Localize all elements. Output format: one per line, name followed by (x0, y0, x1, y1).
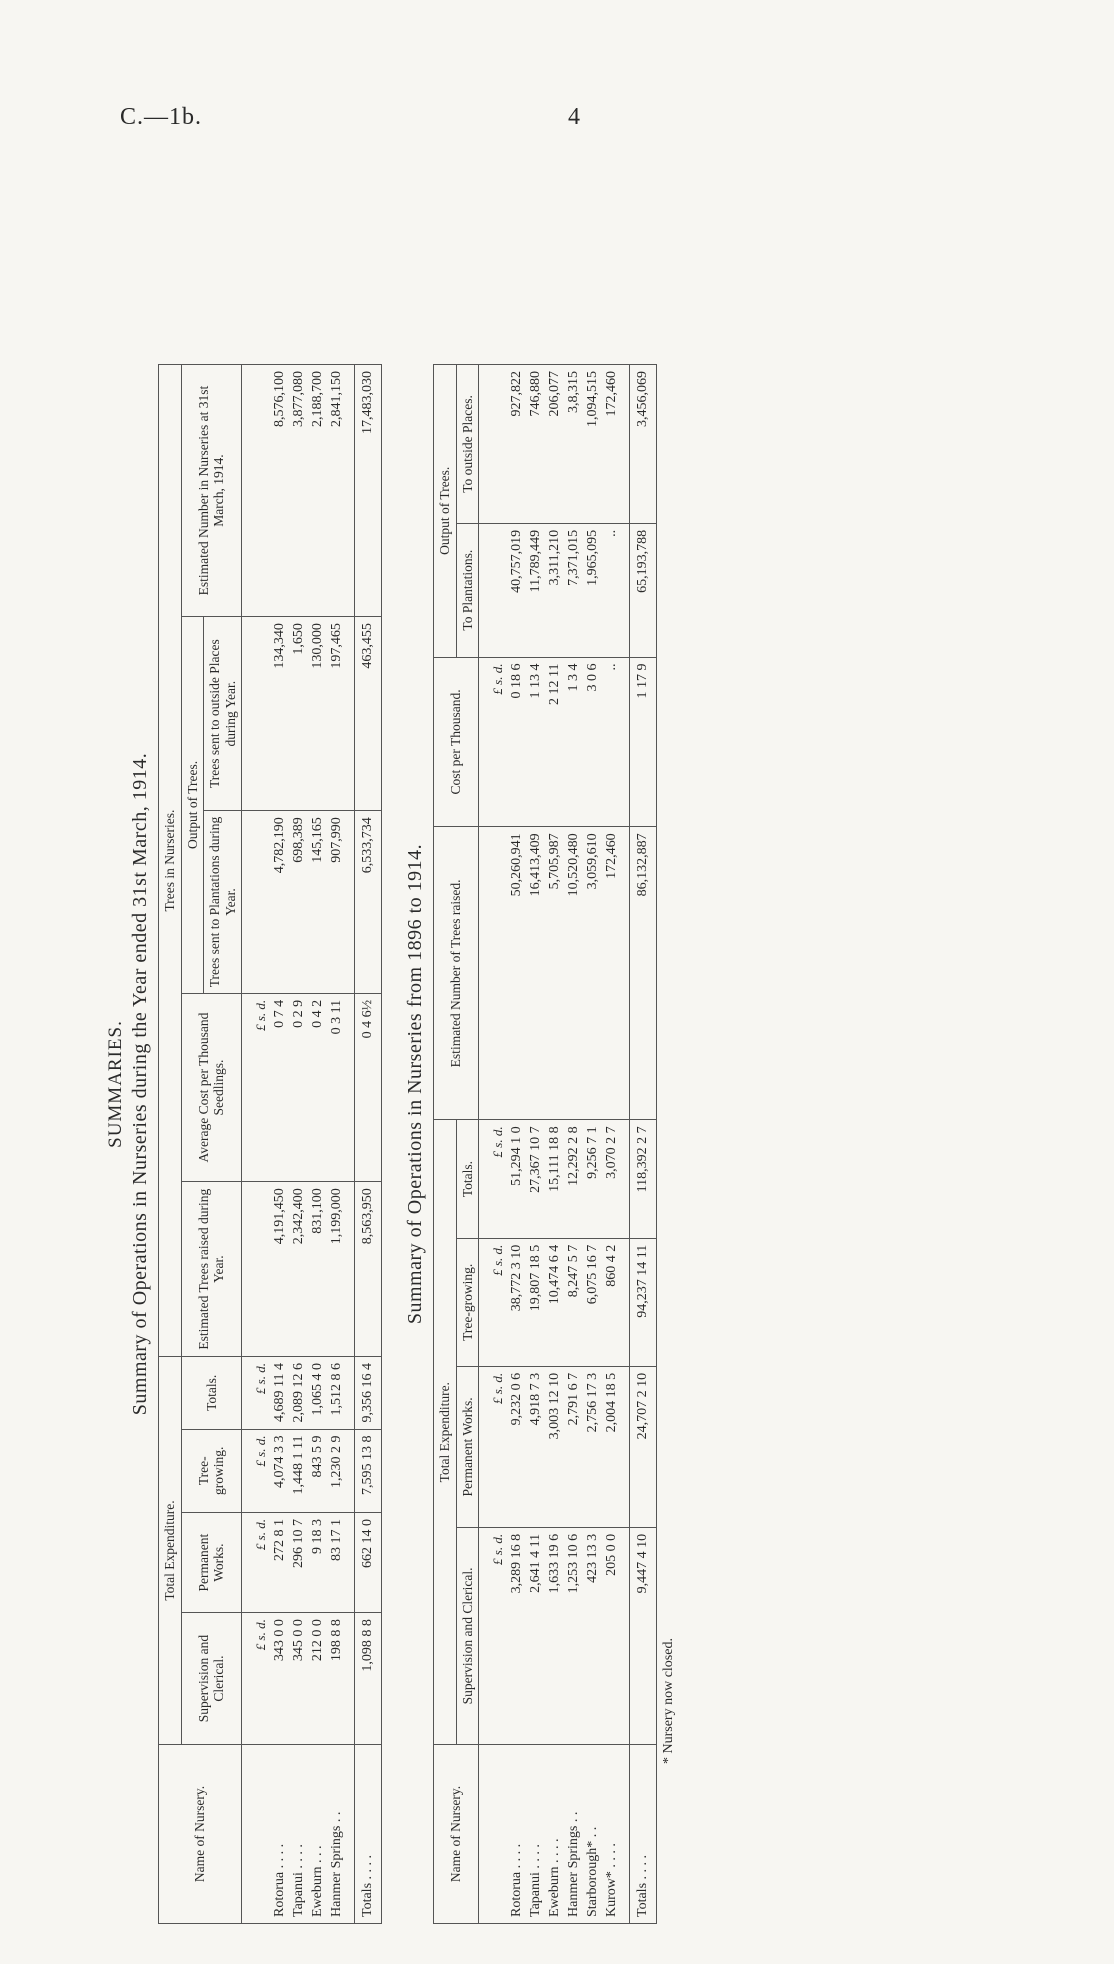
totals-row (355, 365, 382, 1924)
permanent-works-value: 9 18 3 (308, 1513, 327, 1613)
to-plantations-value: 7,371,015 (564, 523, 583, 657)
col-to-plantations: Trees sent to Plantations during Year. (204, 811, 242, 994)
estimated-number-value: 2,841,150 (327, 365, 346, 617)
tree-growing-value: 843 5 9 (308, 1429, 327, 1512)
col-group-output: Output of Trees. (181, 617, 204, 994)
tree-growing-value: 860 4 2 (602, 1238, 621, 1366)
col-cost-per-thousand: Cost per Thousand. (434, 657, 479, 827)
col-to-plantations: To Plantations. (456, 523, 479, 657)
col-to-outside: Trees sent to outside Places during Year. (204, 617, 242, 811)
col-group-trees-in-nurseries: Trees in Nurseries. (159, 365, 182, 1357)
estimated-number-value: 16,413,409 (526, 827, 545, 1120)
totals-label: Totals . . . . (630, 1745, 657, 1924)
average-cost-value: 0 3 11 (327, 993, 346, 1181)
to-outside-value: 746,880 (526, 365, 545, 524)
estimated-number-value: 3,877,080 (289, 365, 308, 617)
unit-lsd: £ s. d. (242, 1613, 271, 1745)
estimated-number-value: 2,188,700 (308, 365, 327, 617)
table-row (545, 365, 564, 1924)
to-plantations-value: 145,165 (308, 811, 327, 994)
to-plantations-total: 65,193,788 (630, 523, 657, 657)
to-plantations-value: 907,990 (327, 811, 346, 994)
rotated-page-content (97, 204, 1017, 1964)
estimated-raised-total: 8,563,950 (355, 1182, 382, 1357)
to-plantations-value: 11,789,449 (526, 523, 545, 657)
tree-growing-value: 1,448 1 11 (289, 1429, 308, 1512)
average-cost-value: 0 2 9 (289, 993, 308, 1181)
tree-growing-value: 6,075 16 7 (583, 1238, 602, 1366)
to-plantations-total: 6,533,734 (355, 811, 382, 994)
col-to-outside: To outside Places. (456, 365, 479, 524)
permanent-works-value: 3,003 12 10 (545, 1366, 564, 1527)
table-row (526, 365, 545, 1924)
nursery-name: Tapanui . . . . (289, 1745, 308, 1924)
estimated-raised-value: 2,342,400 (289, 1182, 308, 1357)
totals-value: 51,294 1 0 (507, 1120, 526, 1238)
nursery-name: Tapanui . . . . (526, 1745, 545, 1924)
to-outside-total: 463,455 (355, 617, 382, 811)
unit-lsd: £ s. d. (242, 993, 271, 1181)
totals-value: 1,512 8 6 (327, 1357, 346, 1430)
totals-value: 2,089 12 6 (289, 1357, 308, 1430)
to-outside-value: 197,465 (327, 617, 346, 811)
to-outside-value: 206,077 (545, 365, 564, 524)
supervision-value: 1,253 10 6 (564, 1527, 583, 1744)
col-estimated-number: Estimated Number in Nurseries at 31st March, 1914. (181, 365, 242, 617)
permanent-works-value: 272 8 1 (270, 1513, 289, 1613)
to-outside-value: 1,650 (289, 617, 308, 811)
col-totals: Totals. (181, 1357, 242, 1430)
table-row (327, 365, 346, 1924)
estimated-number-total: 86,132,887 (630, 827, 657, 1120)
average-cost-value: 0 7 4 (270, 993, 289, 1181)
grand-total: 118,392 2 7 (630, 1120, 657, 1238)
estimated-number-total: 17,483,030 (355, 365, 382, 617)
unit-lsd: £ s. d. (479, 657, 508, 827)
to-plantations-value: 40,757,019 (507, 523, 526, 657)
supervision-value: 343 0 0 (270, 1613, 289, 1745)
grand-total: 9,356 16 4 (355, 1357, 382, 1430)
supervision-value: 198 8 8 (327, 1613, 346, 1745)
unit-lsd: £ s. d. (479, 1527, 508, 1744)
col-name-of-nursery: Name of Nursery. (159, 1745, 242, 1924)
unit-row (479, 365, 508, 1924)
totals-value: 9,256 7 1 (583, 1120, 602, 1238)
to-outside-value: 134,340 (270, 617, 289, 811)
to-outside-total: 3,456,069 (630, 365, 657, 524)
col-tree-growing: Tree-growing. (181, 1429, 242, 1512)
tree-growing-total: 94,237 14 11 (630, 1238, 657, 1366)
unit-lsd: £ s. d. (242, 1429, 271, 1512)
permanent-works-value: 2,004 18 5 (602, 1366, 621, 1527)
footnote: * Nursery now closed. (661, 1638, 677, 1764)
permanent-works-value: 4,918 7 3 (526, 1366, 545, 1527)
to-outside-value: 927,822 (507, 365, 526, 524)
tree-growing-value: 10,474 6 4 (545, 1238, 564, 1366)
tree-growing-value: 1,230 2 9 (327, 1429, 346, 1512)
table-row (583, 365, 602, 1924)
col-permanent-works: Permanent Works. (456, 1366, 479, 1527)
col-group-total-expenditure: Total Expenditure. (434, 1120, 457, 1745)
supervision-value: 1,633 19 6 (545, 1527, 564, 1744)
to-outside-value: 172,460 (602, 365, 621, 524)
supervision-value: 205 0 0 (602, 1527, 621, 1744)
to-plantations-value: .. (602, 523, 621, 657)
table-row (289, 365, 308, 1924)
permanent-works-total: 24,707 2 10 (630, 1366, 657, 1527)
supervision-total: 9,447 4 10 (630, 1527, 657, 1744)
totals-value: 15,111 18 8 (545, 1120, 564, 1238)
col-supervision: Supervision and Clerical. (456, 1527, 479, 1744)
unit-lsd: £ s. d. (242, 1513, 271, 1613)
cost-per-thousand-value: 3 0 6 (583, 657, 602, 827)
totals-label: Totals . . . . (355, 1745, 382, 1924)
cost-per-thousand-value: 2 12 11 (545, 657, 564, 827)
col-name-of-nursery: Name of Nursery. (434, 1745, 479, 1924)
estimated-raised-value: 4,191,450 (270, 1182, 289, 1357)
table-row (564, 365, 583, 1924)
col-estimated-number: Estimated Number of Trees raised. (434, 827, 479, 1120)
table-row (507, 365, 526, 1924)
to-outside-value: 3,8,315 (564, 365, 583, 524)
cost-per-thousand-value: 1 13 4 (526, 657, 545, 827)
totals-value: 3,070 2 7 (602, 1120, 621, 1238)
estimated-number-value: 172,460 (602, 827, 621, 1120)
col-totals: Totals. (456, 1120, 479, 1238)
supervision-value: 423 13 3 (583, 1527, 602, 1744)
col-average-cost: Average Cost per Thousand Seedlings. (181, 993, 242, 1181)
cost-per-thousand-value: 0 18 6 (507, 657, 526, 827)
col-tree-growing: Tree-growing. (456, 1238, 479, 1366)
estimated-number-value: 3,059,610 (583, 827, 602, 1120)
nursery-name: Rotorua . . . . (270, 1745, 289, 1924)
unit-lsd: £ s. d. (242, 1357, 271, 1430)
cost-per-thousand-total: 1 17 9 (630, 657, 657, 827)
permanent-works-value: 83 17 1 (327, 1513, 346, 1613)
tree-growing-value: 8,247 5 7 (564, 1238, 583, 1366)
nursery-name: Eweburn . . . (308, 1745, 327, 1924)
table2-caption: Summary of Operations in Nurseries from 1896 to 1914. (404, 843, 427, 1325)
permanent-works-value: 9,232 0 6 (507, 1366, 526, 1527)
nursery-name: Hanmer Springs . . (564, 1745, 583, 1924)
unit-lsd: £ s. d. (479, 1366, 508, 1527)
col-group-total-expenditure: Total Expenditure. (159, 1357, 182, 1745)
summaries-title: SUMMARIES. (105, 1020, 126, 1148)
estimated-raised-value: 831,100 (308, 1182, 327, 1357)
unit-lsd: £ s. d. (479, 1120, 508, 1238)
average-cost-total: 0 4 6½ (355, 993, 382, 1181)
permanent-works-value: 2,791 6 7 (564, 1366, 583, 1527)
table-row (270, 365, 289, 1924)
col-group-output: Output of Trees. (434, 365, 457, 658)
totals-value: 27,367 10 7 (526, 1120, 545, 1238)
table-1896-1914-operations (433, 364, 657, 1924)
estimated-number-value: 8,576,100 (270, 365, 289, 617)
to-outside-value: 1,094,515 (583, 365, 602, 524)
col-estimated-raised: Estimated Trees raised during Year. (181, 1182, 242, 1357)
nursery-name: Eweburn . . . . (545, 1745, 564, 1924)
supervision-value: 3,289 16 8 (507, 1527, 526, 1744)
col-supervision: Supervision and Clerical. (181, 1613, 242, 1745)
supervision-value: 212 0 0 (308, 1613, 327, 1745)
estimated-raised-value: 1,199,000 (327, 1182, 346, 1357)
document-reference: C.—1b. (120, 104, 203, 130)
cost-per-thousand-value: 1 3 4 (564, 657, 583, 827)
tree-growing-total: 7,595 13 8 (355, 1429, 382, 1512)
tree-growing-value: 19,807 18 5 (526, 1238, 545, 1366)
table1-caption: Summary of Operations in Nurseries during the Year ended 31st March, 1914. (129, 752, 151, 1416)
permanent-works-total: 662 14 0 (355, 1513, 382, 1613)
supervision-total: 1,098 8 8 (355, 1613, 382, 1745)
estimated-number-value: 10,520,480 (564, 827, 583, 1120)
to-plantations-value: 3,311,210 (545, 523, 564, 657)
permanent-works-value: 296 10 7 (289, 1513, 308, 1613)
totals-row (630, 365, 657, 1924)
to-plantations-value: 1,965,095 (583, 523, 602, 657)
totals-value: 4,689 11 4 (270, 1357, 289, 1430)
unit-row (242, 365, 271, 1924)
totals-value: 12,292 2 8 (564, 1120, 583, 1238)
to-outside-value: 130,000 (308, 617, 327, 811)
table-1914-operations (158, 364, 382, 1924)
nursery-name: Starborough* . . (583, 1745, 602, 1924)
cost-per-thousand-value: .. (602, 657, 621, 827)
supervision-value: 345 0 0 (289, 1613, 308, 1745)
to-plantations-value: 4,782,190 (270, 811, 289, 994)
nursery-name: Kurow* . . . . (602, 1745, 621, 1924)
permanent-works-value: 2,756 17 3 (583, 1366, 602, 1527)
to-plantations-value: 698,389 (289, 811, 308, 994)
table-row (602, 365, 621, 1924)
tree-growing-value: 4,074 3 3 (270, 1429, 289, 1512)
table-row (308, 365, 327, 1924)
totals-value: 1,065 4 0 (308, 1357, 327, 1430)
estimated-number-value: 50,260,941 (507, 827, 526, 1120)
nursery-name: Hanmer Springs . . (327, 1745, 346, 1924)
page-number: 4 (568, 104, 580, 130)
average-cost-value: 0 4 2 (308, 993, 327, 1181)
col-permanent-works: Permanent Works. (181, 1513, 242, 1613)
unit-lsd: £ s. d. (479, 1238, 508, 1366)
tree-growing-value: 38,772 3 10 (507, 1238, 526, 1366)
estimated-number-value: 5,705,987 (545, 827, 564, 1120)
supervision-value: 2,641 4 11 (526, 1527, 545, 1744)
nursery-name: Rotorua . . . . (507, 1745, 526, 1924)
